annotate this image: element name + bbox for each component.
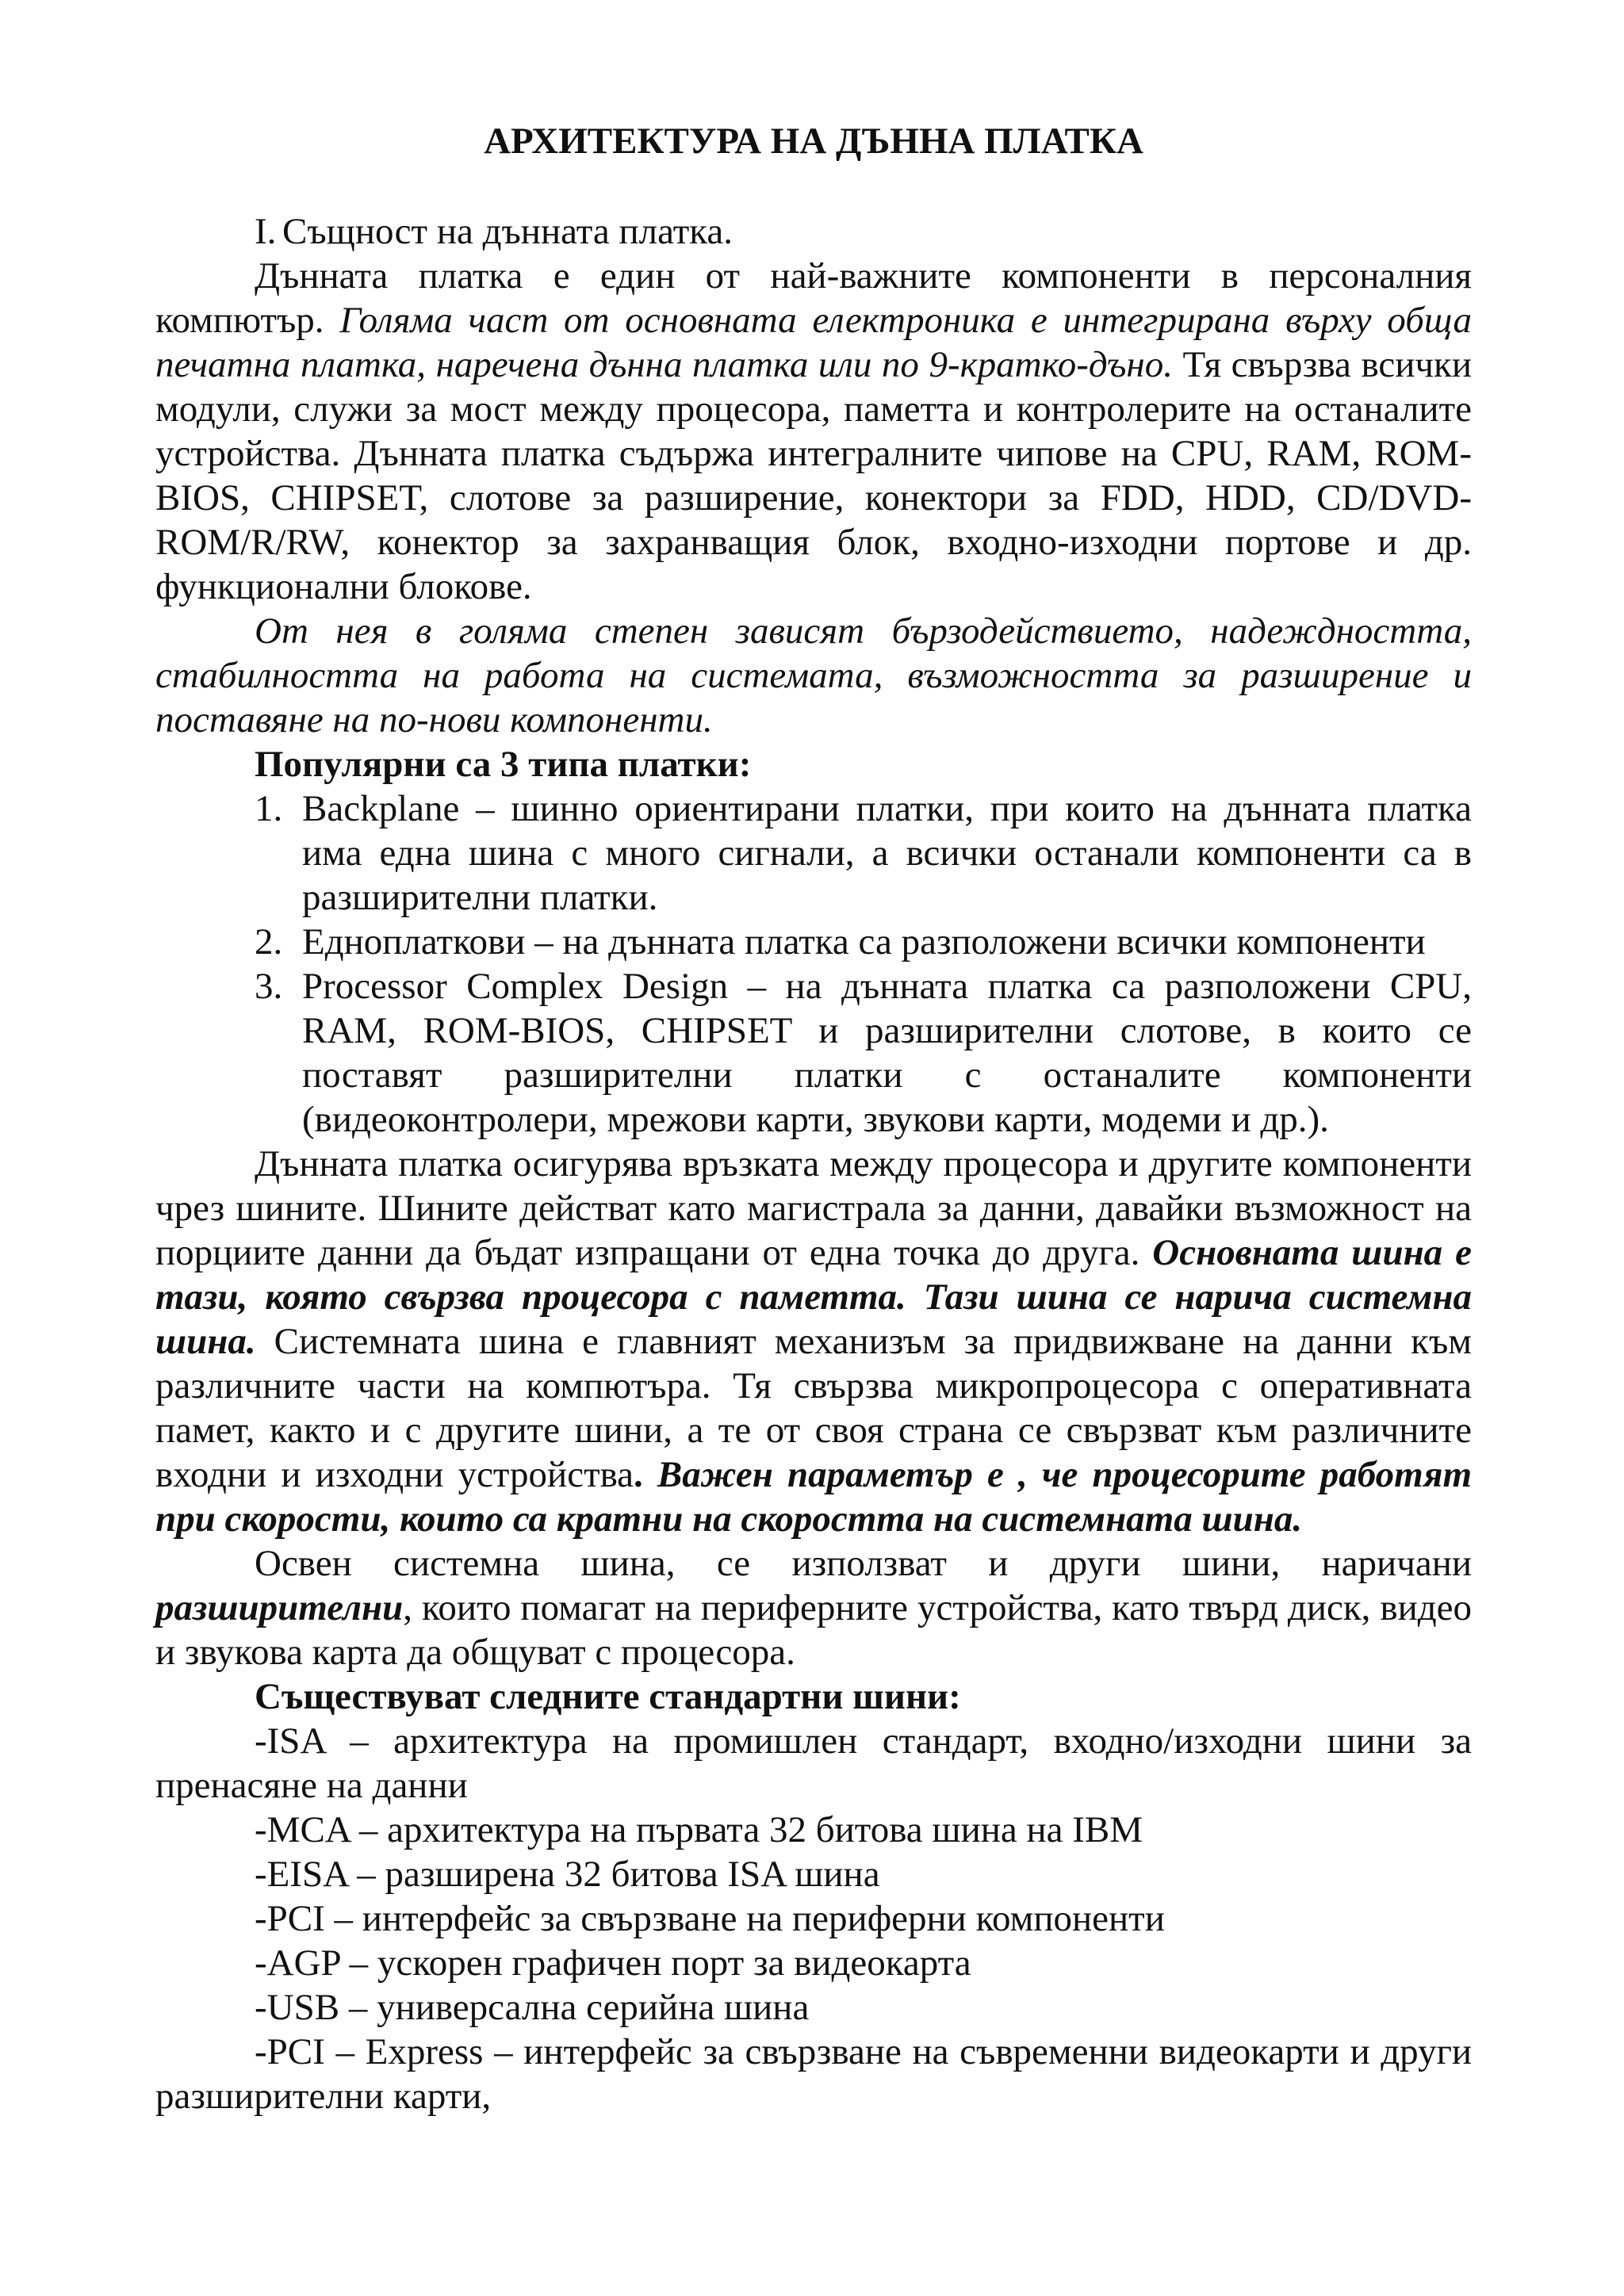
types-heading: Популярни са 3 типа платки:: [255, 744, 752, 785]
bus-text-bold-italic-1: Основната шина е тази, която свързва процесора с паметта. Тази шина се нарича системна шина.: [155, 1232, 1472, 1362]
intro-text-1: Дънната платка е един от най-важните компоненти в персоналния компютър.: [155, 255, 1472, 341]
page-title: АРХИТЕКТУРА НА ДЪННА ПЛАТКА: [484, 121, 1143, 162]
other-buses-paragraph: [155, 1541, 1472, 1674]
bus-text-3: Системната шина е главният механизъм за придвижване на данни към различните части на компютъра. Тя свързва микропроцесора с оперативната памет, както и с другите шини, а те от своя страна се свързват към различните входни и изходни устройства: [155, 1321, 1472, 1495]
list-item: -USB – универсална серийна шина: [255, 1987, 810, 2028]
document-page: [155, 119, 1472, 2118]
list-item: -PCI – интерфейс за свързване на периферни компоненти: [255, 1898, 1165, 1939]
other-buses-text-3: , които помагат на периферните устройства, като твърд диск, видео и звукова карта да общуват с процесора.: [155, 1587, 1472, 1673]
list-item: [155, 964, 1472, 1142]
other-buses-text-bold-italic: разширителни: [155, 1587, 404, 1628]
list-item: [155, 920, 1472, 964]
bus-text-bold-italic-2: Важен параметър е , че процесорите работят при скорости, които са кратни на скоростта на системната шина.: [155, 1454, 1473, 1540]
bus-paragraph: [155, 1142, 1472, 1541]
list-item-text: Backplane – шинно ориентирани платки, при които на дънната платка има една шина с много сигнали, а всички останали компоненти са в разширителни платки.: [302, 788, 1472, 918]
list-item: -EISA – разширена 32 битова ISA шина: [255, 1854, 880, 1895]
italic-paragraph: От нея в голяма степен зависят бързодействието, надеждността, стабилността на работа на системата, възможността за разширение и поставяне на по-нови компоненти.: [155, 610, 1472, 740]
list-item: -AGP – ускорен графичен порт за видеокарта: [255, 1942, 971, 1984]
list-item-number: 1.: [255, 788, 283, 829]
bus-text-1: Дънната платка осигурява връзката между процесора и другите компоненти чрез шините. Шините действат като магистрала за данни, давайки възможност на порциите данни да бъдат изпращани от една точка до друга.: [155, 1143, 1472, 1273]
bus-text-bold: .: [634, 1454, 657, 1495]
section-heading: [155, 209, 1472, 254]
other-buses-text-1: Освен системна шина, се използват и други шини, наричани: [255, 1543, 1472, 1584]
list-item: -ISA – архитектура на промишлен стандарт, входно/изходни шини за пренасяне на данни: [155, 1720, 1472, 1806]
intro-text-3: Тя свързва всички модули, служи за мост между процесора, паметта и контролерите на останалите устройства. Дънната платка съдържа интегралните чипове на CPU, RAM, ROM-BIOS, CHIPSET, слотове за разширение, конектори за FDD, HDD, CD/DVD-ROM/R/RW, конектор за захранващия блок, входно-изходни портове и др. функционални блокове.: [155, 344, 1472, 607]
section-number: I.: [255, 211, 277, 252]
list-item-text: Processor Complex Design – на дънната платка са разположени CPU, RAM, ROM-BIOS, CHIPSET и разширителни слотове, в които се поставят разширителни платки с останалите компоненти (видеоконтролери, мрежови карти, звукови карти, модеми и др.).: [302, 966, 1472, 1140]
section-heading-text: Същност на дънната платка.: [282, 211, 733, 252]
board-types-list: [155, 786, 1472, 1142]
list-item-text: Едноплаткови – на дънната платка са разположени всички компоненти: [302, 921, 1426, 962]
list-item-number: 2.: [255, 921, 283, 962]
intro-paragraph: [155, 254, 1472, 609]
list-item-number: 3.: [255, 966, 283, 1007]
standard-buses-heading: Съществуват следните стандартни шини:: [255, 1676, 961, 1717]
list-item: -PCI – Express – интерфейс за свързване на съвременни видеокарти и други разширителни карти,: [155, 2031, 1472, 2117]
intro-text-italic: Голяма част от основната електроника е интегрирана върху обща печатна платка, наречена дънна платка или по 9-кратко-дъно.: [155, 300, 1472, 385]
list-item: [155, 786, 1472, 920]
list-item: -MCA – архитектура на първата 32 битова шина на IBM: [255, 1809, 1143, 1850]
standard-buses-list: [155, 1719, 1472, 2118]
